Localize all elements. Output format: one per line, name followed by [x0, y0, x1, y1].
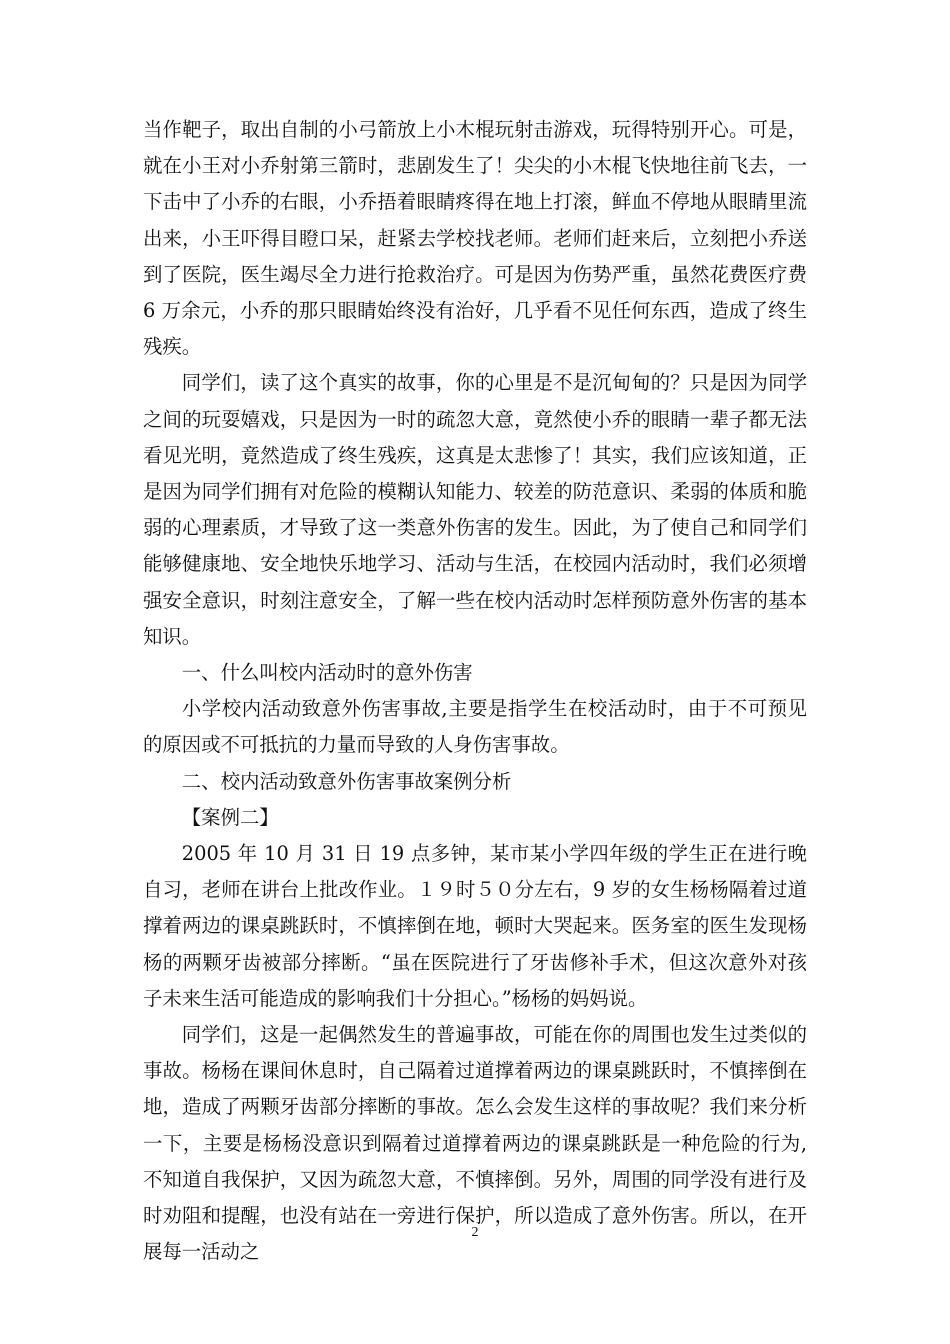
section-heading-case-analysis: 二、校内活动致意外伤害事故案例分析	[181, 769, 512, 793]
paragraph-story-continuation: 当作靶子，取出自制的小弓箭放上小木棍玩射击游戏，玩得特别开心。可是，就在小王对小乔射第三箭时，悲剧发生了！尖尖的小木棍飞快地往前飞去，一下击中了小乔的右眼，小乔捂着眼睛疼得在地上打滚，鲜血不停地从眼睛里流出来，小王吓得目瞪口呆，赶紧去学校找老师。老师们赶来后，立刻把小乔送到了医院，医生竭尽全力进行抢救治疗。可是因为伤势严重，虽然花费医疗费 6 万余元，小乔的那只眼睛始终没有治好，几乎看不见任何东西，造成了终生残疾。	[143, 118, 807, 359]
case-label: 【案例二】	[181, 805, 279, 829]
paragraph-definition: 小学校内活动致意外伤害事故,主要是指学生在校活动时，由于不可预见的原因或不可抵抗的力量而导致的人身伤害事故。	[143, 697, 807, 757]
paragraph-case-two: 2005 年 10 月 31 日 19 点多钟，某市某小学四年级的学生正在进行晚自习，老师在讲台上批改作业。１９时５０分左右，9 岁的女生杨杨隔着过道撑着两边的课桌跳跃时，不慎摔倒在地，顿时大哭起来。医务室的医生发现杨杨的两颗牙齿被部分摔断。“虽在医院进行了牙齿修补手术，但这次意外对孩子未来生活可能造成的影响我们十分担心。”杨杨的妈妈说。	[143, 842, 807, 1010]
document-body	[143, 112, 807, 1271]
paragraph-reflection: 同学们，读了这个真实的故事，你的心里是不是沉甸甸的？只是因为同学之间的玩耍嬉戏，只是因为一时的疏忽大意，竟然使小乔的眼睛一辈子都无法看见光明，竟然造成了终生残疾，这真是太悲惨了！其实，我们应该知道，正是因为同学们拥有对危险的模糊认知能力、较差的防范意识、柔弱的体质和脆弱的心理素质，才导致了这一类意外伤害的发生。因此，为了使自己和同学们能够健康地、安全地快乐地学习、活动与生活，在校园内活动时，我们必须增强安全意识，时刻注意安全，了解一些在校内活动时怎样预防意外伤害的基本知识。	[143, 371, 807, 648]
paragraph-case-analysis: 同学们，这是一起偶然发生的普遍事故，可能在你的周围也发生过类似的事故。杨杨在课间休息时，自己隔着过道撑着两边的课桌跳跃时，不慎摔倒在地，造成了两颗牙齿部分摔断的事故。怎么会发生这样的事故呢？我们来分析一下，主要是杨杨没意识到隔着过道撑着两边的课桌跳跃是一种危险的行为,不知道自我保护，又因为疏忽大意，不慎摔倒。另外，周围的同学没有进行及时劝阻和提醒，也没有站在一旁进行保护，所以造成了意外伤害。所以，在开展每一活动之	[143, 1023, 807, 1264]
page-number: 2	[471, 1225, 479, 1240]
section-heading-definition: 一、什么叫校内活动时的意外伤害	[181, 661, 473, 685]
